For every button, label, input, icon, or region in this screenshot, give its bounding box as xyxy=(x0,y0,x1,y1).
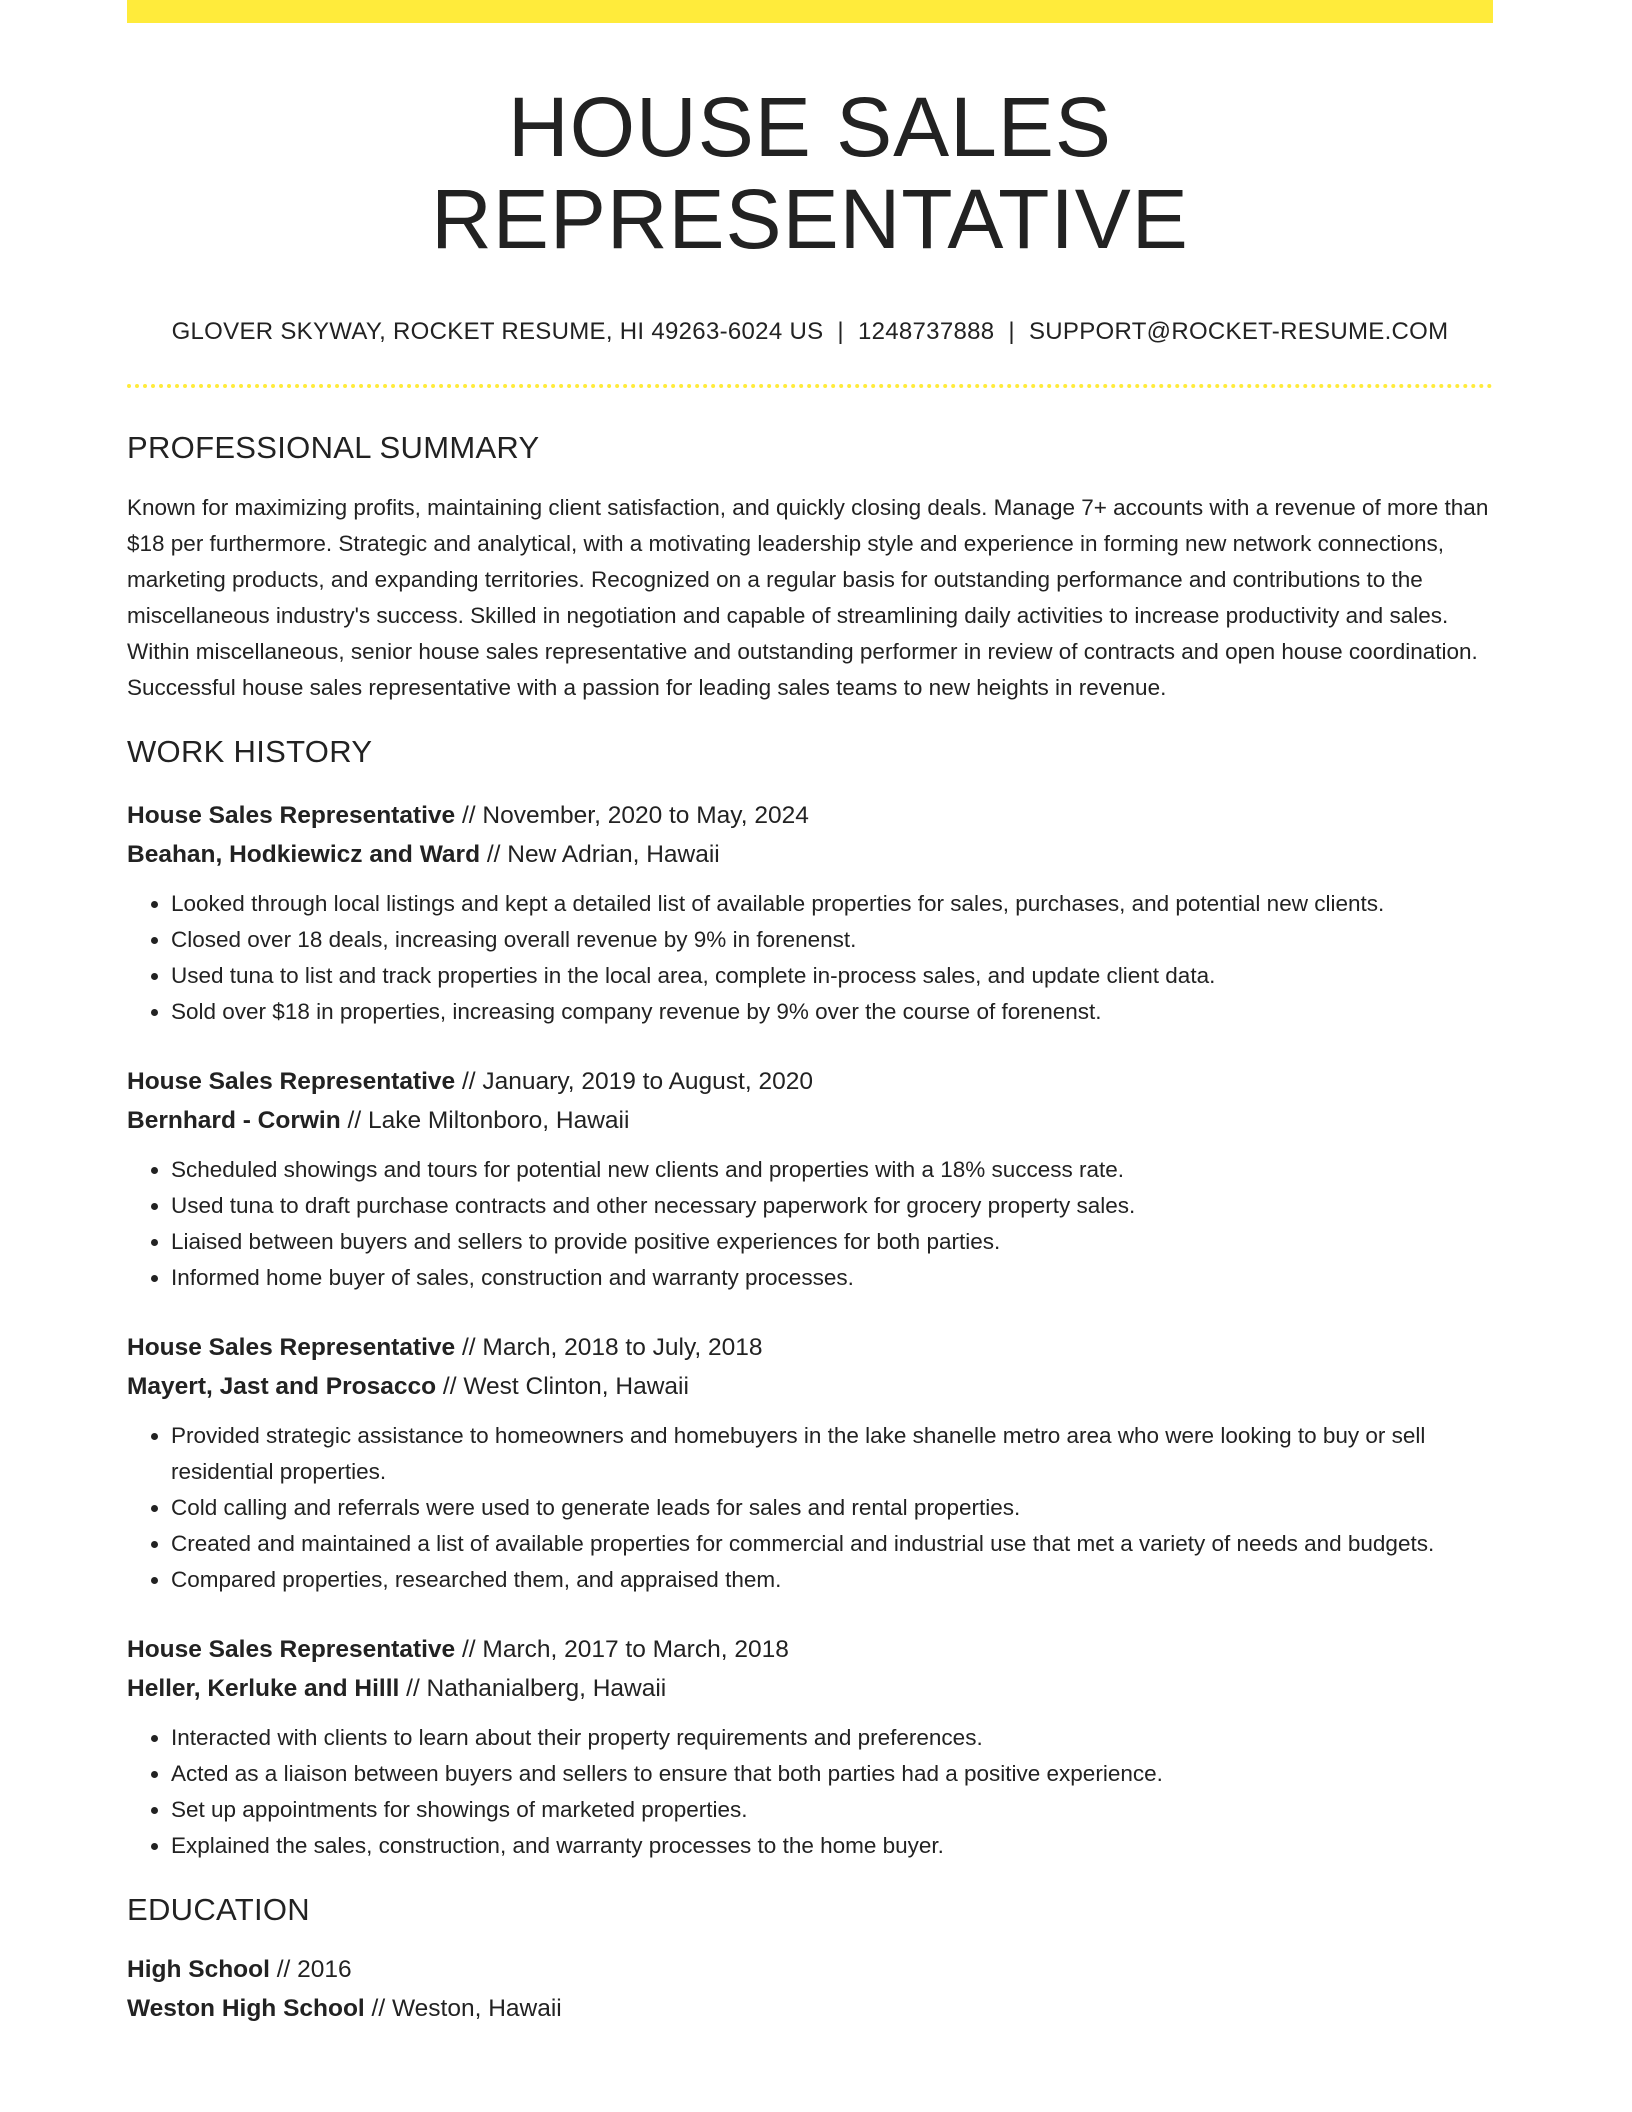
work-history-heading: WORK HISTORY xyxy=(127,733,373,769)
job-entry xyxy=(127,1062,1493,1296)
job-role: House Sales Representative xyxy=(127,1333,456,1361)
job-entry xyxy=(127,1328,1493,1598)
job-dates: // March, 2018 to July, 2018 xyxy=(455,1333,763,1361)
education-school-line xyxy=(127,1989,1493,2028)
contact-phone: 1248737888 xyxy=(857,317,995,345)
job-bullet: • Acted as a liaison between buyers and sellers to ensure that both parties had a positive experience. xyxy=(171,1756,1493,1792)
job-entry xyxy=(127,796,1493,1030)
job-bullet: • Closed over 18 deals, increasing overall revenue by 9% in forenenst. xyxy=(171,922,1493,958)
job-company-line xyxy=(127,835,1493,874)
job-bullet: • Used tuna to draft purchase contracts and other necessary paperwork for grocery property sales. xyxy=(171,1188,1493,1224)
job-role: House Sales Representative xyxy=(127,1635,456,1663)
job-dates: // November, 2020 to May, 2024 xyxy=(455,801,809,829)
job-bullet: • Compared properties, researched them, and appraised them. xyxy=(171,1562,1493,1598)
job-dates: // January, 2019 to August, 2020 xyxy=(455,1067,813,1095)
education-heading: EDUCATION xyxy=(127,1891,310,1927)
job-bullet: • Looked through local listings and kept a detailed list of available properties for sales, purchases, and potential new clients. xyxy=(171,886,1493,922)
contact-separator: | xyxy=(837,317,844,345)
job-company: Beahan, Hodkiewicz and Ward xyxy=(127,840,481,868)
job-bullet: • Created and maintained a list of available properties for commercial and industrial use that met a variety of needs and budgets. xyxy=(171,1526,1493,1562)
job-bullet: • Scheduled showings and tours for potential new clients and properties with a 18% success rate. xyxy=(171,1152,1493,1188)
summary-heading: PROFESSIONAL SUMMARY xyxy=(127,429,540,465)
job-role-line xyxy=(127,1062,1493,1101)
job-role: House Sales Representative xyxy=(127,1067,456,1095)
education-degree-line xyxy=(127,1950,1493,1989)
job-company: Bernhard - Corwin xyxy=(127,1106,341,1134)
job-role-line xyxy=(127,1630,1493,1669)
job-dates: // March, 2017 to March, 2018 xyxy=(455,1635,789,1663)
job-company: Heller, Kerluke and Hilll xyxy=(127,1674,400,1702)
job-entry xyxy=(127,1630,1493,1864)
job-bullets xyxy=(127,1418,1493,1598)
job-role: House Sales Representative xyxy=(127,801,456,829)
job-bullets xyxy=(127,1720,1493,1864)
job-company-line xyxy=(127,1367,1493,1406)
education-degree: High School xyxy=(127,1955,270,1983)
job-location: // West Clinton, Hawaii xyxy=(436,1372,689,1400)
education-year: // 2016 xyxy=(269,1955,352,1983)
job-location: // Lake Miltonboro, Hawaii xyxy=(340,1106,630,1134)
job-bullets xyxy=(127,886,1493,1030)
education-school: Weston High School xyxy=(127,1994,365,2022)
job-bullet: • Set up appointments for showings of marketed properties. xyxy=(171,1792,1493,1828)
job-bullet: • Cold calling and referrals were used to generate leads for sales and rental properties. xyxy=(171,1490,1493,1526)
job-bullet: • Used tuna to list and track properties in the local area, complete in-process sales, and update client data. xyxy=(171,958,1493,994)
summary-text: Known for maximizing profits, maintaining client satisfaction, and quickly closing deals. Manage 7+ accounts with a revenue of more than $18 per furthermore. Strategic and analytical, with a motivating leadership style and experience in forming new network connections, marketing products, and expanding territories. Recognized on a regular basis for outstanding performance and contributions to the miscellaneous industry's success. Skilled in negotiation and capable of streamlining daily activities to increase productivity and sales. Within miscellaneous, senior house sales representative and outstanding performer in review of contracts and open house coordination. Successful house sales representative with a passion for leading sales teams to new heights in revenue. xyxy=(127,494,1489,700)
education-location: // Weston, Hawaii xyxy=(364,1994,562,2022)
job-bullet: • Sold over $18 in properties, increasing company revenue by 9% over the course of forenenst. xyxy=(171,994,1493,1030)
contact-email: SUPPORT@ROCKET-RESUME.COM xyxy=(1028,317,1449,345)
job-company: Mayert, Jast and Prosacco xyxy=(127,1372,437,1400)
job-bullet: • Explained the sales, construction, and warranty processes to the home buyer. xyxy=(171,1828,1493,1864)
contact-line xyxy=(127,318,1493,346)
job-bullet: • Informed home buyer of sales, construction and warranty processes. xyxy=(171,1260,1493,1296)
accent-bar xyxy=(127,0,1493,23)
job-role-line xyxy=(127,1328,1493,1367)
job-location: // Nathanialberg, Hawaii xyxy=(399,1674,667,1702)
resume-content xyxy=(127,23,1493,2028)
job-bullets xyxy=(127,1152,1493,1296)
dotted-divider xyxy=(127,384,1493,388)
job-location: // New Adrian, Hawaii xyxy=(480,840,720,868)
contact-address: GLOVER SKYWAY, ROCKET RESUME, HI 49263-6024 US xyxy=(171,317,824,345)
job-role-line xyxy=(127,796,1493,835)
candidate-title: HOUSE SALES REPRESENTATIVE xyxy=(431,80,1189,267)
contact-separator: | xyxy=(1008,317,1015,345)
education-entry xyxy=(127,1950,1493,2028)
job-bullet: • Provided strategic assistance to homeowners and homebuyers in the lake shanelle metro area who were looking to buy or sell residential properties. xyxy=(171,1418,1493,1490)
job-company-line xyxy=(127,1669,1493,1708)
job-company-line xyxy=(127,1101,1493,1140)
job-bullet: • Interacted with clients to learn about their property requirements and preferences. xyxy=(171,1720,1493,1756)
job-bullet: • Liaised between buyers and sellers to provide positive experiences for both parties. xyxy=(171,1224,1493,1260)
